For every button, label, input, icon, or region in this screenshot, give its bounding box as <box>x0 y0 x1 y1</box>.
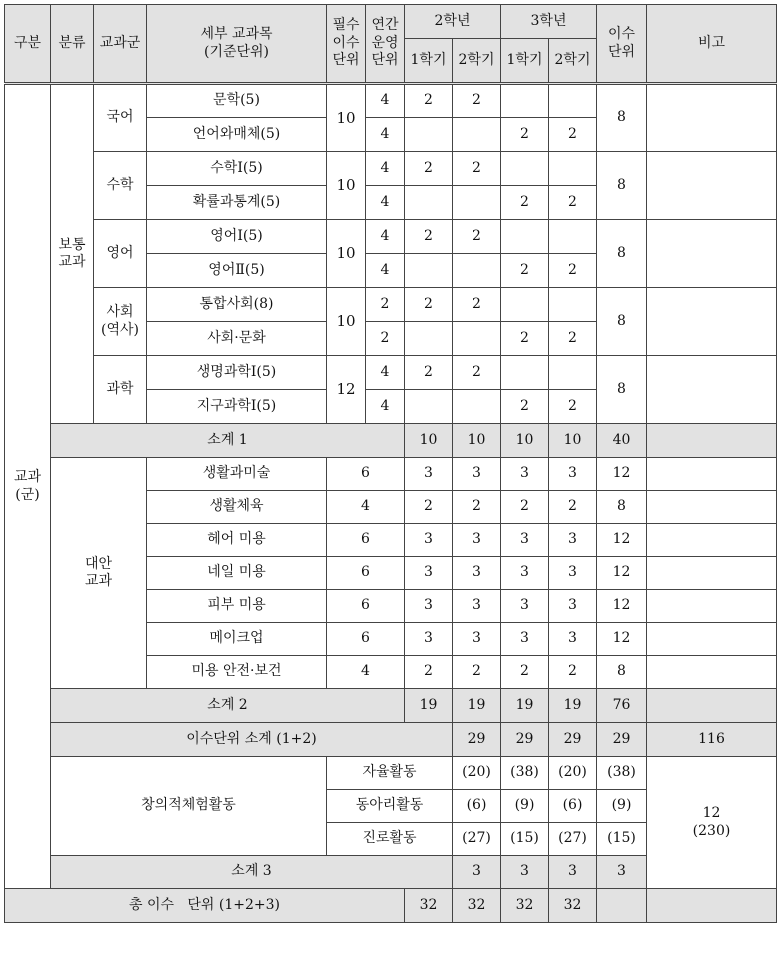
value-g2s1 <box>405 118 453 152</box>
remarks <box>647 220 777 288</box>
value-g2s2: 3 <box>453 623 501 656</box>
subject-group: 과학 <box>94 356 147 424</box>
value-g3s2: (38) <box>597 757 647 790</box>
table-row <box>5 220 777 254</box>
value-g2s1: 2 <box>405 491 453 524</box>
value-g2s1: 2 <box>405 152 453 186</box>
bunryu-alternative: 대안 교과 <box>51 458 147 689</box>
header-bunryu: 분류 <box>51 5 94 84</box>
combined-credits: 116 <box>647 723 777 757</box>
subtotal-3-g3s2: 3 <box>597 856 647 889</box>
header-g3-sem2: 2학기 <box>549 39 597 84</box>
header-subject: 세부 교과목 (기준단위) <box>147 5 327 84</box>
value-g2s2 <box>453 254 501 288</box>
subject-name: 언어와매체(5) <box>147 118 327 152</box>
value-g2s1: (27) <box>453 823 501 856</box>
header-annual: 연간 운영 단위 <box>366 5 405 84</box>
subtotal-2-label: 소계 2 <box>51 689 405 723</box>
value-g3s2: 2 <box>549 390 597 424</box>
value-g2s1 <box>405 322 453 356</box>
value-g3s2: (15) <box>597 823 647 856</box>
subject-group: 수학 <box>94 152 147 220</box>
combined-g2s1: 29 <box>453 723 501 757</box>
remarks <box>647 356 777 424</box>
value-g3s2 <box>549 152 597 186</box>
subtotal-1-label: 소계 1 <box>51 424 405 458</box>
subject-name: 미용 안전·보건 <box>147 656 327 689</box>
value-g2s1: 3 <box>405 590 453 623</box>
value-g2s2: 2 <box>453 220 501 254</box>
credits: 8 <box>597 356 647 424</box>
credits: 12 <box>597 458 647 491</box>
total-g3s1: 32 <box>501 889 549 923</box>
value-g3s2 <box>549 220 597 254</box>
value-g3s1: 3 <box>501 590 549 623</box>
value-g3s1 <box>501 152 549 186</box>
value-g3s2 <box>549 84 597 118</box>
value-g2s1: 3 <box>405 524 453 557</box>
value-g2s2: 2 <box>453 356 501 390</box>
table-row <box>5 757 777 790</box>
credits: 8 <box>597 656 647 689</box>
credits: 8 <box>597 288 647 356</box>
table-row <box>5 689 777 723</box>
value-g3s2 <box>549 356 597 390</box>
value-g3s1 <box>501 288 549 322</box>
value-g3s1 <box>501 356 549 390</box>
value-g3s2: (9) <box>597 790 647 823</box>
value-g2s2 <box>453 390 501 424</box>
remarks <box>647 491 777 524</box>
subject-name: 통합사회(8) <box>147 288 327 322</box>
remarks <box>647 590 777 623</box>
credits: 12 <box>597 590 647 623</box>
subject-name: 헤어 미용 <box>147 524 327 557</box>
value-g3s2: 3 <box>549 590 597 623</box>
remarks <box>647 889 777 923</box>
header-grade3: 3학년 <box>501 5 597 39</box>
total-label: 총 이수 단위 (1+2+3) <box>5 889 405 923</box>
value-g2s1: 3 <box>405 458 453 491</box>
subtotal-3-label: 소계 3 <box>51 856 453 889</box>
value-g2s2: 2 <box>453 656 501 689</box>
subtotal-2-credits: 76 <box>597 689 647 723</box>
value-g3s2: 3 <box>549 524 597 557</box>
value-g3s2: 2 <box>549 254 597 288</box>
value-g2s2: 3 <box>453 524 501 557</box>
value-g2s1 <box>405 254 453 288</box>
value-g2s2: (9) <box>501 790 549 823</box>
value-g2s2: (15) <box>501 823 549 856</box>
header-credits: 이수 단위 <box>597 5 647 84</box>
header-g3-sem1: 1학기 <box>501 39 549 84</box>
total-g3s2: 32 <box>549 889 597 923</box>
subject-name: 지구과학Ⅰ(5) <box>147 390 327 424</box>
subject-name: 확률과통계(5) <box>147 186 327 220</box>
credits: 8 <box>597 84 647 152</box>
bunryu-general: 보통 교과 <box>51 84 94 424</box>
annual-units: 4 <box>366 186 405 220</box>
value-g3s1 <box>501 220 549 254</box>
value-g2s2: 3 <box>453 590 501 623</box>
subject-name: 문학(5) <box>147 84 327 118</box>
header-grade2: 2학년 <box>405 5 501 39</box>
remarks <box>647 689 777 723</box>
value-g2s2 <box>453 186 501 220</box>
annual-units: 2 <box>366 288 405 322</box>
table-row <box>5 152 777 186</box>
required-units: 6 <box>327 590 405 623</box>
value-g3s2: 2 <box>549 118 597 152</box>
header-g2-sem2: 2학기 <box>453 39 501 84</box>
remarks <box>647 623 777 656</box>
value-g2s1: 2 <box>405 656 453 689</box>
value-g2s1: 2 <box>405 220 453 254</box>
creative-credits: 12 (230) <box>647 757 777 889</box>
subject-name: 피부 미용 <box>147 590 327 623</box>
table-row <box>5 84 777 118</box>
value-g3s2: 2 <box>549 656 597 689</box>
value-g3s2: 3 <box>549 557 597 590</box>
value-g2s2: 2 <box>453 288 501 322</box>
subject-name: 사회·문화 <box>147 322 327 356</box>
value-g2s1: 3 <box>405 557 453 590</box>
subtotal-2-g2s2: 19 <box>453 689 501 723</box>
remarks <box>647 458 777 491</box>
value-g3s1: 2 <box>501 491 549 524</box>
remarks <box>647 84 777 152</box>
subtotal-3-g2s2: 3 <box>501 856 549 889</box>
remarks <box>647 557 777 590</box>
value-g2s1: 3 <box>405 623 453 656</box>
value-g2s1: (20) <box>453 757 501 790</box>
combined-g2s2: 29 <box>501 723 549 757</box>
value-g3s2: 2 <box>549 186 597 220</box>
table-row <box>5 356 777 390</box>
value-g3s1: 2 <box>501 322 549 356</box>
credits: 12 <box>597 524 647 557</box>
total-g2s1: 32 <box>405 889 453 923</box>
required-units: 6 <box>327 623 405 656</box>
combined-g3s2: 29 <box>597 723 647 757</box>
subject-group: 영어 <box>94 220 147 288</box>
remarks <box>647 424 777 458</box>
total-g2s2: 32 <box>453 889 501 923</box>
value-g3s1: 2 <box>501 390 549 424</box>
table-row <box>5 288 777 322</box>
activity-name: 진로활동 <box>327 823 453 856</box>
value-g2s1: 2 <box>405 288 453 322</box>
subtotal-3-g3s1: 3 <box>549 856 597 889</box>
subject-name: 생명과학Ⅰ(5) <box>147 356 327 390</box>
value-g2s2 <box>453 322 501 356</box>
credits: 8 <box>597 220 647 288</box>
remarks <box>647 288 777 356</box>
value-g2s2: 2 <box>453 84 501 118</box>
annual-units: 4 <box>366 152 405 186</box>
value-g3s1: 3 <box>501 623 549 656</box>
annual-units: 4 <box>366 254 405 288</box>
subject-name: 생활체육 <box>147 491 327 524</box>
value-g2s2: (38) <box>501 757 549 790</box>
value-g3s1: 2 <box>501 186 549 220</box>
value-g3s1: 3 <box>501 458 549 491</box>
table-body <box>5 84 777 923</box>
subject-group: 사회 (역사) <box>94 288 147 356</box>
remarks <box>647 152 777 220</box>
remarks <box>647 524 777 557</box>
curriculum-table <box>4 4 777 923</box>
activity-name: 동아리활동 <box>327 790 453 823</box>
annual-units: 4 <box>366 84 405 118</box>
annual-units: 4 <box>366 220 405 254</box>
subject-name: 생활과미술 <box>147 458 327 491</box>
value-g3s2: 3 <box>549 623 597 656</box>
subtotal-1-g3s2: 10 <box>549 424 597 458</box>
creative-activities-label: 창의적체험활동 <box>51 757 327 856</box>
credits: 8 <box>597 491 647 524</box>
table-row <box>5 723 777 757</box>
value-g3s1: 2 <box>501 254 549 288</box>
value-g2s2: 2 <box>453 152 501 186</box>
subject-name: 수학Ⅰ(5) <box>147 152 327 186</box>
annual-units: 4 <box>366 118 405 152</box>
subject-name: 네일 미용 <box>147 557 327 590</box>
annual-units: 4 <box>366 390 405 424</box>
required-units: 10 <box>327 220 366 288</box>
required-units: 10 <box>327 84 366 152</box>
value-g2s1: 2 <box>405 84 453 118</box>
value-g3s2: 3 <box>549 458 597 491</box>
value-g3s1 <box>501 84 549 118</box>
combined-g3s1: 29 <box>549 723 597 757</box>
value-g3s1: 3 <box>501 524 549 557</box>
gubun-cell: 교과 (군) <box>5 84 51 889</box>
header-gubun: 구분 <box>5 5 51 84</box>
subtotal-1-g2s1: 10 <box>405 424 453 458</box>
subtotal-3-g2s1: 3 <box>453 856 501 889</box>
annual-units: 4 <box>366 356 405 390</box>
subtotal-2-g3s2: 19 <box>549 689 597 723</box>
total-credits <box>597 889 647 923</box>
required-units: 6 <box>327 458 405 491</box>
subtotal-2-g2s1: 19 <box>405 689 453 723</box>
header-g2-sem1: 1학기 <box>405 39 453 84</box>
required-units: 10 <box>327 288 366 356</box>
header-remarks: 비고 <box>647 5 777 84</box>
value-g3s1: 2 <box>501 118 549 152</box>
value-g3s1: (27) <box>549 823 597 856</box>
value-g2s1 <box>405 390 453 424</box>
value-g2s2 <box>453 118 501 152</box>
value-g3s1: (6) <box>549 790 597 823</box>
required-units: 12 <box>327 356 366 424</box>
value-g2s1 <box>405 186 453 220</box>
value-g2s1: (6) <box>453 790 501 823</box>
value-g3s2: 2 <box>549 491 597 524</box>
subject-name: 영어Ⅰ(5) <box>147 220 327 254</box>
value-g3s1: 3 <box>501 557 549 590</box>
value-g2s2: 3 <box>453 557 501 590</box>
required-units: 6 <box>327 524 405 557</box>
subject-name: 메이크업 <box>147 623 327 656</box>
required-units: 4 <box>327 491 405 524</box>
table-row <box>5 458 777 491</box>
subtotal-1-credits: 40 <box>597 424 647 458</box>
credits: 8 <box>597 152 647 220</box>
value-g3s2 <box>549 288 597 322</box>
table-row <box>5 889 777 923</box>
table-row <box>5 424 777 458</box>
value-g3s2: 2 <box>549 322 597 356</box>
required-units: 4 <box>327 656 405 689</box>
header-required: 필수 이수 단위 <box>327 5 366 84</box>
subtotal-1-g2s2: 10 <box>453 424 501 458</box>
annual-units: 2 <box>366 322 405 356</box>
required-units: 6 <box>327 557 405 590</box>
value-g2s2: 2 <box>453 491 501 524</box>
subject-name: 영어Ⅱ(5) <box>147 254 327 288</box>
activity-name: 자율활동 <box>327 757 453 790</box>
required-units: 10 <box>327 152 366 220</box>
subtotal-2-g3s1: 19 <box>501 689 549 723</box>
credits: 12 <box>597 623 647 656</box>
subtotal-1-g3s1: 10 <box>501 424 549 458</box>
remarks <box>647 656 777 689</box>
subject-group: 국어 <box>94 84 147 152</box>
value-g3s1: (20) <box>549 757 597 790</box>
value-g2s1: 2 <box>405 356 453 390</box>
value-g2s2: 3 <box>453 458 501 491</box>
combined-subtotal-label: 이수단위 소계 (1+2) <box>51 723 453 757</box>
value-g3s1: 2 <box>501 656 549 689</box>
header-gyogwagun: 교과군 <box>94 5 147 84</box>
credits: 12 <box>597 557 647 590</box>
